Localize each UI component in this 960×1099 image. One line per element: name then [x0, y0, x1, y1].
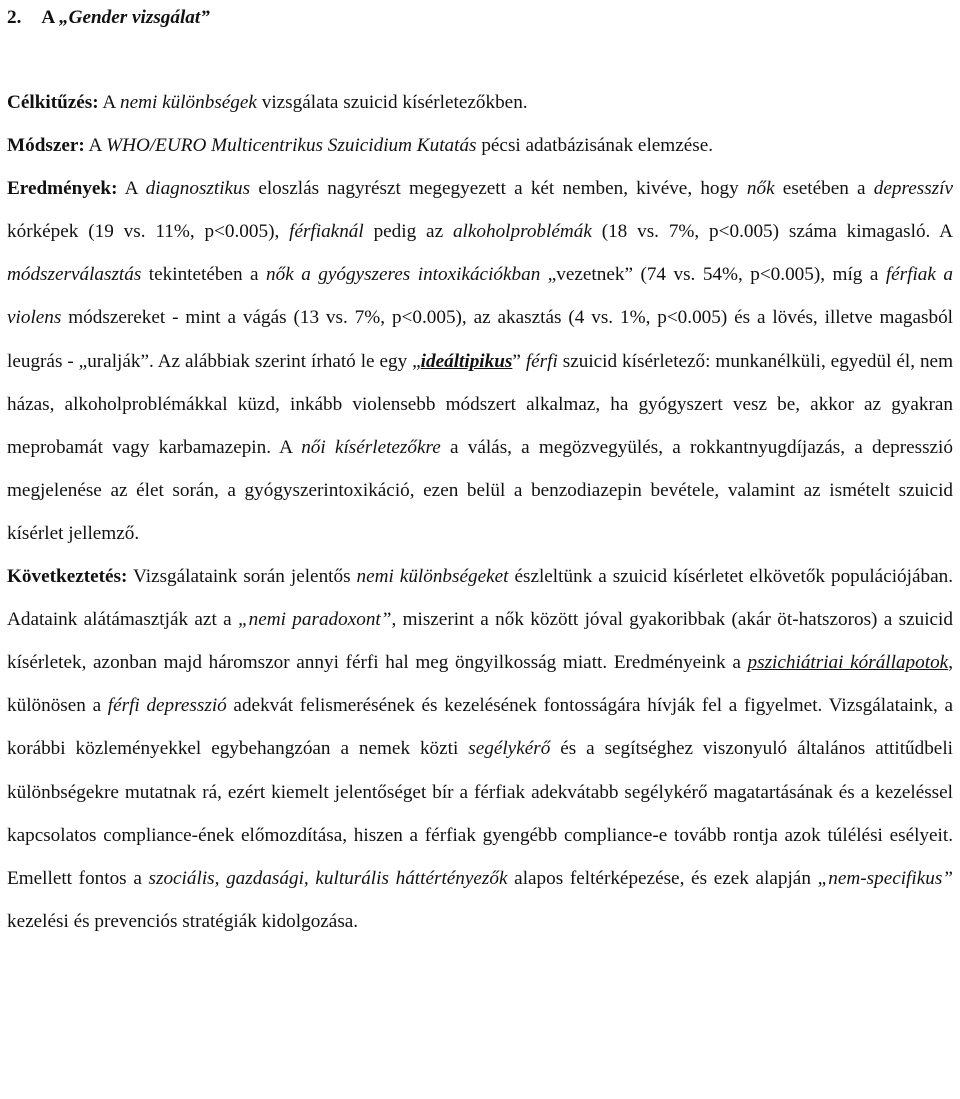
text-run: módszereket - mint a vágás (13 vs. 7%, p<0.005), az akasztás (4 vs. 1%, p<0.005) és a lövés, illetve magasból leugrás - „uralják”. Az alábbiak szerint írható le egy „: [7, 307, 953, 372]
text-run: és a segítséghez viszonyuló általános attitűdbeli különbségekre mutatnak rá, ezért kiemelt jelentőséget bír a férfiak adekvátabb segélykérő magatartásának és a kezeléssel kapcsolatos compliance-ének előmozdítása, hiszen a férfiak gyengébb compliance-e tovább rontja azok túlélési esélyeit. Emellett fontos a: [7, 738, 953, 889]
text-run: , különösen a: [7, 652, 953, 717]
text-run: , miszerint a nők között jóval gyakoribbak (akár öt-hatszoros) a szuicid kísérletek, azonban majd háromszor annyi férfi hal meg öngyilkosság miatt. Eredményeink a: [7, 609, 953, 674]
italic-run: nemi különbségeket: [356, 566, 509, 588]
text-run: pedig az: [363, 221, 453, 243]
italic-run: módszerválasztás: [7, 264, 142, 286]
text-run: tekintetében a: [141, 264, 267, 286]
text-run: Vizsgálataink során jelentős: [127, 566, 357, 588]
text-run: kezelési és prevenciós stratégiák kidolgozása.: [7, 910, 359, 932]
italic-run: segélykérő: [468, 738, 551, 760]
italic-run: női kísérletezőkre: [301, 436, 441, 458]
objective-label: Célkitűzés:: [7, 92, 99, 113]
italic-run: diagnosztikus: [145, 178, 251, 200]
text-run: adekvát felismerésének és kezelésének fontosságára hívják fel a figyelmet. Vizsgálataink, a korábbi közleményekkel egybehangzóan a nemek közti: [7, 695, 954, 760]
text-run: vizsgálata szuicid kísérletezőkben.: [256, 92, 528, 113]
text-run: „vezetnek” (74 vs. 54%, p<0.005), míg a: [540, 264, 886, 286]
italic-run: alkoholproblémák: [452, 221, 592, 243]
text-run: A: [84, 135, 107, 157]
conclusion-paragraph: [7, 555, 953, 943]
italic-run: nők a gyógyszeres intoxikációkban: [266, 264, 541, 286]
emphasis-run: ideáltipikus: [420, 350, 513, 372]
objective-paragraph: [7, 81, 953, 124]
italic-run: férfi depresszió: [107, 695, 227, 717]
emphasis-run: pszichiátriai kórállapotok: [747, 652, 949, 674]
text-run: szuicid kísérletező: munkanélküli, egyedül él, nem házas, alkoholproblémákkal küzd, inkább violensebb módszert alkalmaz, ha gyógyszert vesz be, akkor az gyakran meprobamát vagy karbamazepin. A: [7, 350, 953, 458]
text-run: a válás, a megözvegyülés, a rokkantnyugdíjazás, a depresszió megjelenése az élet során, a gyógyszerintoxikáció, ezen belül a benzodiazepin bevétele, valamint az ismételt szuicid kísérlet jellemző.: [7, 436, 953, 544]
italic-run: szociális, gazdasági, kulturális háttértényezők: [148, 867, 508, 889]
results-label: Eredmények:: [7, 178, 118, 200]
italic-run: „nemi paradoxont”: [237, 609, 392, 631]
text-run: eloszlás nagyrészt megegyezett a két nemben, kivéve, hogy: [250, 178, 747, 200]
heading-spacer: [7, 43, 953, 81]
method-paragraph: [7, 124, 953, 167]
section-heading: [7, 0, 953, 43]
text-run: kórképek (19 vs. 11%, p<0.005),: [7, 221, 290, 243]
italic-run: „nem-specifikus”: [817, 867, 953, 889]
text-run: esetében a: [774, 178, 874, 200]
italic-run: férfiaknál: [289, 221, 364, 243]
conclusion-label: Következtetés:: [7, 566, 128, 588]
italic-run: nők: [746, 178, 775, 200]
text-run: (18 vs. 7%, p<0.005) száma kimagasló. A: [591, 221, 953, 243]
document-page: [7, 0, 953, 943]
italic-run: nemi különbségek: [120, 92, 257, 113]
text-run: észleltünk a szuicid kísérletet elkövetők populációjában. Adataink alátámasztják azt a: [7, 566, 953, 631]
results-paragraph: [7, 167, 953, 555]
text-run: pécsi adatbázisának elemzése.: [476, 135, 714, 157]
italic-run: férfi: [525, 350, 558, 372]
italic-run: férfiak a violens: [7, 264, 953, 329]
italic-run: WHO/EURO Multicentrikus Szuicidium Kutatás: [106, 135, 477, 157]
section-number: 2.: [7, 7, 22, 28]
heading-title: „Gender vizsgálat”: [59, 7, 210, 28]
text-run: ”: [512, 350, 526, 372]
method-label: Módszer:: [7, 135, 85, 157]
text-run: alapos feltérképezése, és ezek alapján: [507, 867, 818, 889]
italic-run: depresszív: [873, 178, 953, 200]
heading-prefix: A: [41, 7, 59, 28]
text-run: A: [117, 178, 146, 200]
text-run: A: [98, 92, 120, 113]
